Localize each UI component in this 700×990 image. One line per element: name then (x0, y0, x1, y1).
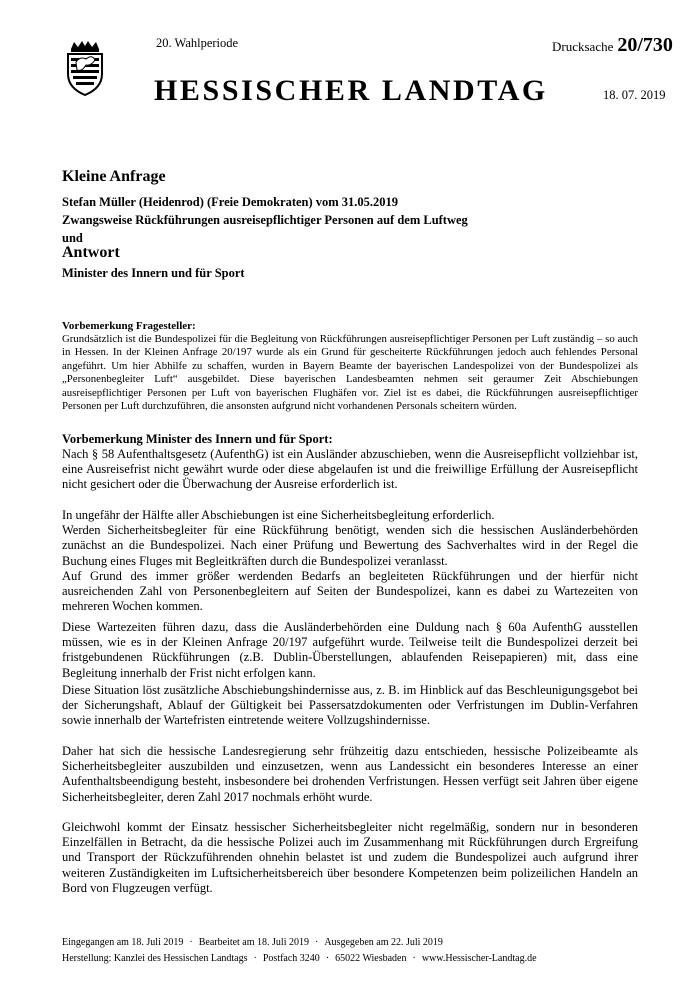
footer-ausgegeben: Ausgegeben am 22. Juli 2019 (324, 937, 443, 948)
minister-remarks-heading: Vorbemerkung Minister des Innern und für Sport: (62, 432, 333, 446)
footer-herstellung: Herstellung: Kanzlei des Hessischen Landtags (62, 953, 248, 964)
paragraph-text: Werden Sicherheitsbegleiter für eine Rückführung benötigt, wenden sich die hessischen Ausländerbehörden zunächst an die Bundespolizei. Nach einer Prüfung und Bewertung des Sachverhaltes wird in der Regel die Buchung eines Fluges mit Begleitkräften durch die Bundespolizei veranlasst. (62, 523, 638, 568)
antwort-heading: Antwort (62, 244, 120, 261)
footer-ort: 65022 Wiesbaden (335, 953, 407, 964)
drucksache-text: Drucksache (552, 39, 614, 54)
footer-dates (62, 937, 443, 948)
subject-line: Zwangsweise Rückführungen ausreisepflichtiger Personen auf dem Luftweg (62, 213, 468, 227)
kleine-anfrage-heading: Kleine Anfrage (62, 168, 166, 185)
hessen-coat-of-arms-icon (62, 40, 108, 96)
paragraph-text: Nach § 58 Aufenthaltsgesetz (AufenthG) ist ein Ausländer abzuschieben, wenn die Ausreisepflicht vollziehbar ist, eine Ausreisefrist nicht gewährt wurde oder diese abgelaufen ist und die freiwillige Erfüllung der Ausreisepflicht nicht gesichert oder die Überwachung der Ausreise erforderlich ist. (62, 447, 638, 492)
und-line: und (62, 231, 83, 245)
paragraph-text: Daher hat sich die hessische Landesregierung sehr frühzeitig dazu entschieden, hessische Polizeibeamte als Sicherheitsbegleiter auszubilden und einzusetzen, wenn aus Landessicht ein besonderes Interesse an einer Aufenthaltsbeendigung besteht, insbesondere bei drohenden Verfristungen. Hessen verfügt seit Jahren über eigene Sicherheitsbegleiter, deren Zahl 2017 nochmals erhöht wurde. (62, 744, 638, 804)
minister-line: Minister des Innern und für Sport (62, 266, 245, 280)
author-line: Stefan Müller (Heidenrod) (Freie Demokraten) vom 31.05.2019 (62, 195, 399, 209)
footer-separator: · (325, 953, 330, 964)
wahlperiode: 20. Wahlperiode (156, 36, 239, 50)
footer-publisher (62, 953, 537, 964)
minister-paragraph-4 (62, 683, 638, 729)
paragraph-text: Diese Situation löst zusätzliche Abschiebungshindernisse aus, z. B. im Hinblick auf das Beschleunigungsgebot bei der Sicherungshaft, Ablauf der Gültigkeit bei Passersatzdokumenten oder Verfristungen im Dublin-Verfahren sowie innerhalb der Wartefristen eintretende weitere Vollzugshindernisse. (62, 683, 638, 728)
footer-postfach: Postfach 3240 (262, 953, 320, 964)
document-date: 18. 07. 2019 (603, 88, 666, 102)
footer-separator: · (189, 937, 193, 948)
paragraph-text: Diese Wartezeiten führen dazu, dass die Ausländerbehörden eine Duldung nach § 60a AufenthG ausstellen müssen, wie es in der Kleinen Anfrage 20/197 aufgeführt wurde. Teilweise teilt die Bundespolizei derzeit bei fristgebundenen Rückführungen (z.B. Dublin-Überstellungen, ablaufenden Reisepapieren) mit, dass eine Begleitung innerhalb der Frist nicht erfolgen kann. (62, 620, 638, 680)
footer-separator: · (412, 953, 416, 964)
minister-paragraph-2 (62, 508, 638, 614)
footer-separator: · (253, 953, 257, 964)
footer-bearbeitet: Bearbeitet am 18. Juli 2019 (198, 937, 309, 948)
minister-paragraph-5 (62, 744, 638, 805)
fragesteller-heading: Vorbemerkung Fragesteller: (62, 320, 196, 332)
minister-paragraph-1 (62, 447, 638, 493)
paragraph-text: Gleichwohl kommt der Einsatz hessischer Sicherheitsbegleiter nicht regelmäßig, sondern nur in besonderen Einzelfällen in Betracht, da die hessische Polizei auch im Zusammenhang mit Rückführungen durch Ergreifung und Transport der Rückzuführenden ohnehin belastet ist und zudem die Bundespolizei auch aufgrund ihrer weiteren Zuständigkeiten im Luftsicherheitsbereich über besondere Kompetenzen beim polizeilichen Handeln an Bord von Flugzeugen verfügt. (62, 820, 638, 895)
parliament-title: HESSISCHER LANDTAG (154, 74, 548, 107)
footer-website-link[interactable]: www.Hessischer-Landtag.de (421, 953, 537, 964)
paragraph-text: In ungefähr der Hälfte aller Abschiebungen ist eine Sicherheitsbegleitung erforderlich. (62, 508, 495, 522)
drucksache-label (552, 34, 673, 57)
minister-paragraph-3 (62, 620, 638, 681)
paragraph-text: Auf Grund des immer größer werdenden Bedarfs an begleiteten Rückführungen und der hierfür nicht ausreichenden Zahl von Personenbegleitern auf Seiten der Bundespolizei, kann es dabei zu Wartezeiten von mehreren Wochen kommen. (62, 568, 638, 614)
fragesteller-text: Grundsätzlich ist die Bundespolizei für die Begleitung von Rückführungen ausreisepflichtiger Personen per Luft zuständig – so auch in Hessen. In der Kleinen Anfrage 20/197 wurde als ein Grund für gescheiterte Rückführungen jedoch auch fehlendes Personal angeführt. Um hier Abhilfe zu schaffen, wurden in Bayern Beamte der bayerischen Landespolizei von der Bundespolizei als „Personenbegleiter Luft“ ausgebildet. Diese bayerischen Landesbeamten nehmen seit geraumer Zeit Abschiebungen ausreisepflichtiger Personen per Luft von bayerischen Flughäfen vor. Ziel ist es dabei, die Rückführungen ausreisepflichtiger Personen per Luft durchzuführen, die ansonsten aufgrund nicht vorhandenen Personals scheitern würden. (62, 333, 638, 413)
minister-paragraph-6 (62, 820, 638, 896)
footer-separator: · (314, 937, 319, 948)
drucksache-number: 20/730 (617, 34, 673, 56)
footer-eingegangen: Eingegangen am 18. Juli 2019 (62, 937, 184, 948)
